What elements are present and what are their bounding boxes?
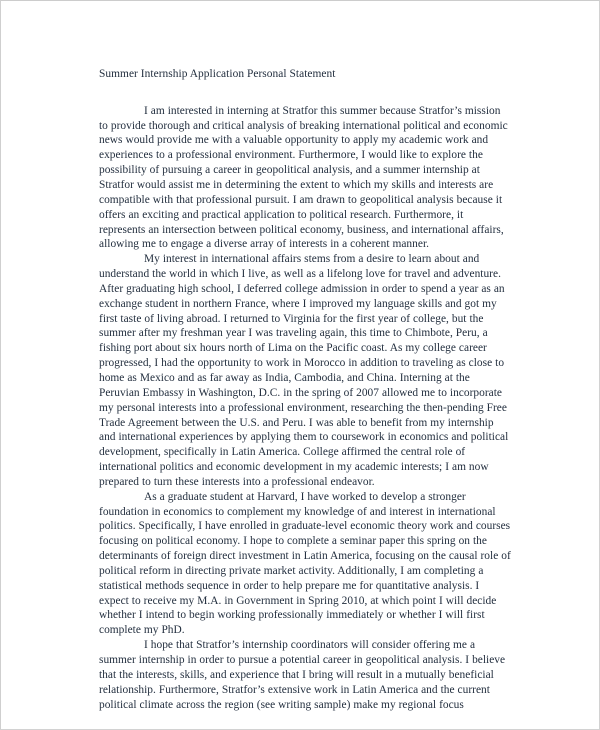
document-body: [99, 67, 511, 712]
paragraph-2: My interest in international affairs stems from a desire to learn about and understand the world in which I live, as well as a lifelong love for travel and adventure. After graduating high school, I deferred college admission in order to spend a year as an exchange student in northern France, where I improved my language skills and got my first taste of living abroad. I returned to Virginia for the first year of college, but the summer after my freshman year I was traveling again, this time to Chimbote, Peru, a fishing port about six hours north of Lima on the Pacific coast. As my college career progressed, I had the opportunity to work in Morocco in addition to traveling as close to home as Mexico and as far away as India, Cambodia, and China. Interning at the Peruvian Embassy in Washington, D.C. in the spring of 2007 allowed me to incorporate my personal interests into a professional environment, researching the then-pending Free Trade Agreement between the U.S. and Peru. I was able to benefit from my internship and international experiences by applying them to coursework in economics and political development, specifically in Latin America. College affirmed the central role of international politics and economic development in my academic interests; I am now prepared to turn these interests into a professional endeavor.: [99, 253, 509, 488]
paragraph-1: I am interested in interning at Stratfor this summer because Stratfor’s mission to provide thorough and critical analysis of breaking international political and economic news would provide me with a valuable opportunity to apply my academic work and experiences to a professional environment. Furthermore, I would like to explore the possibility of pursuing a career in geopolitical analysis, and a summer internship at Stratfor would assist me in determining the extent to which my skills and interests are compatible with that professional pursuit. I am drawn to geopolitical analysis because it offers an exciting and practical application to political research. Furthermore, it represents an intersection between political economy, business, and international affairs, allowing me to engage a diverse array of interests in a coherent manner.: [99, 104, 508, 251]
page-title: Summer Internship Application Personal Statement: [99, 68, 336, 80]
paragraph-4: I hope that Stratfor’s internship coordinators will consider offering me a summer internship in order to pursue a potential career in geopolitical analysis. I believe that the interests, skills, and experience that I bring will result in a mutually beneficial relationship. Furthermore, Stratfor’s extensive work in Latin America and the current political climate across the region (see writing sample) make my regional focus: [99, 639, 506, 711]
paragraph-3: As a graduate student at Harvard, I have worked to develop a stronger foundation in economics to complement my knowledge of and interest in international politics. Specifically, I have enrolled in graduate-level economic theory work and courses focusing on political economy. I hope to complete a seminar paper this spring on the determinants of foreign direct investment in Latin America, focusing on the causal role of political reform in directing private market activity. Additionally, I am completing a statistical methods sequence in order to help prepare me for quantitative analysis. I expect to receive my M.A. in Government in Spring 2010, at which point I will decide whether I intend to begin working professionally immediately or whether I will first complete my PhD.: [99, 490, 511, 637]
document-text-block: [99, 104, 511, 713]
